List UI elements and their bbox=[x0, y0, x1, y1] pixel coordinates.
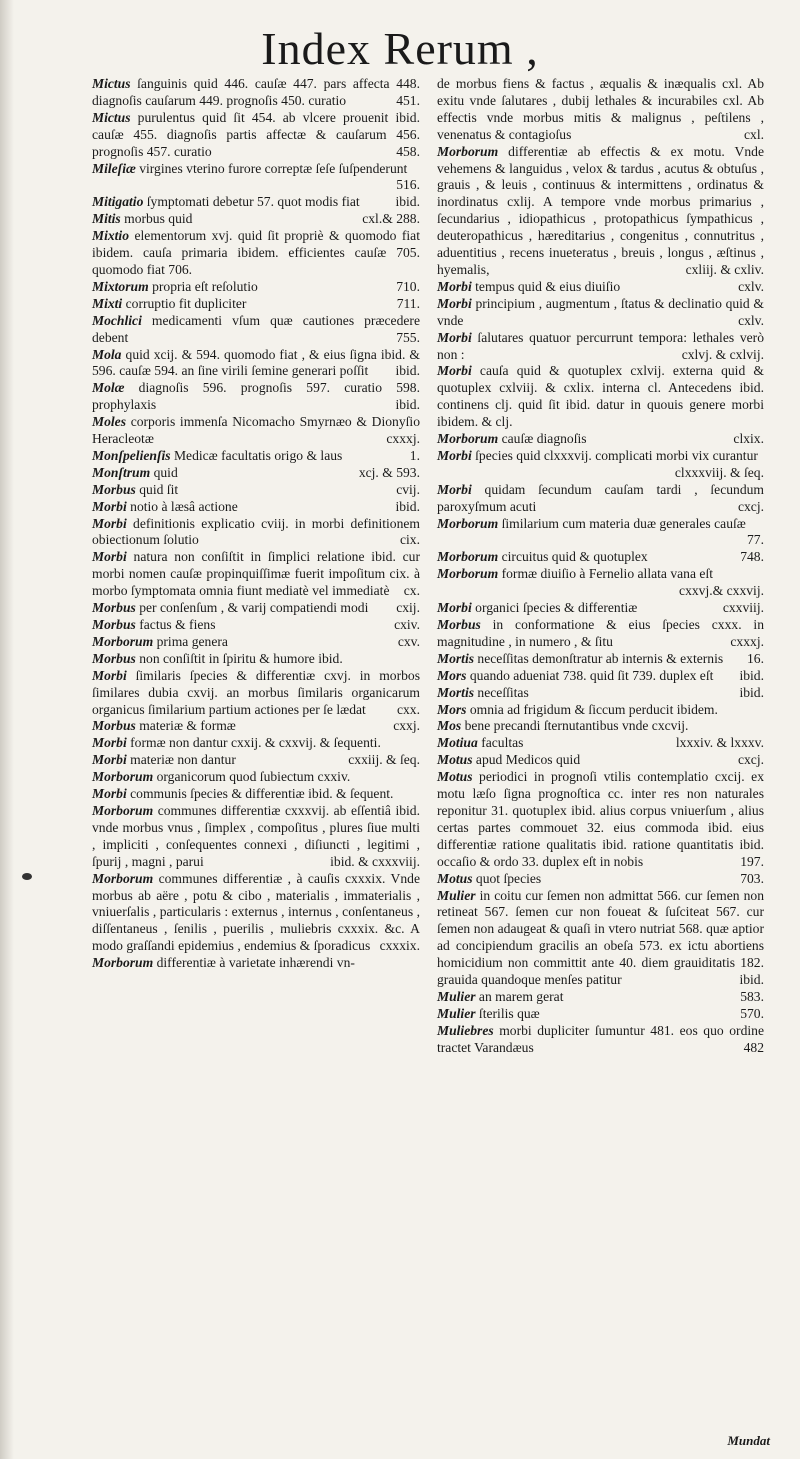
entry-term: Morbi bbox=[437, 447, 472, 463]
entry-term: Morbi bbox=[437, 295, 472, 311]
page-gutter bbox=[0, 0, 14, 1459]
entry-pages: cxl.& 288. bbox=[362, 211, 420, 227]
entry-term: Morbus bbox=[92, 481, 136, 497]
entry-pages: ibid. bbox=[395, 498, 420, 514]
entry-term: Muliebres bbox=[437, 1022, 494, 1038]
entry-term: Monſpelienſis bbox=[92, 447, 171, 463]
index-entry bbox=[92, 499, 420, 516]
index-entry bbox=[92, 465, 420, 482]
index-entry bbox=[92, 786, 420, 803]
entry-pages: 748. bbox=[740, 549, 764, 565]
entry-pages: 710. bbox=[396, 278, 420, 294]
entry-text: ſanguinis quid 446. cauſæ 447. pars affecta 448. diagnoſis cauſarum 449. prognoſis 450. curatio bbox=[92, 76, 420, 108]
entry-text: medicamenti vſum quæ cautiones præcedere debent bbox=[92, 312, 420, 345]
entry-term: Morbus bbox=[92, 650, 136, 666]
entry-pages: cxliij. & cxliv. bbox=[685, 261, 764, 277]
entry-pages: 703. bbox=[740, 870, 764, 886]
entry-pages: 1. bbox=[409, 447, 420, 463]
entry-pages: 197. bbox=[740, 853, 764, 869]
index-entry bbox=[437, 769, 764, 870]
entry-text: ſimilaris ſpecies & differentiæ cxvj. in morbos ſimilares dubia cxvij. an morbus ſimilaris organicarum organicus ſimilarium partium actiones per ſe lædat bbox=[92, 667, 420, 717]
entry-text: cauſæ diagnoſis bbox=[498, 431, 587, 447]
entry-term: Motiua bbox=[437, 735, 478, 751]
index-entry bbox=[437, 431, 764, 448]
entry-pages: cxxxj. bbox=[730, 633, 764, 649]
left-column bbox=[92, 76, 420, 972]
entry-term: Mitis bbox=[92, 211, 121, 227]
entry-pages: ibid. bbox=[739, 972, 764, 988]
entry-pages: clxix. bbox=[733, 431, 764, 447]
index-entry bbox=[92, 769, 420, 786]
entry-pages: cix. bbox=[399, 532, 420, 548]
catchword: Mundat bbox=[727, 1433, 770, 1448]
entry-term: Morborum bbox=[437, 549, 499, 565]
entry-text: neceſſitas bbox=[474, 684, 529, 700]
entry-pages: 458. bbox=[396, 143, 420, 159]
entry-term: Morbus bbox=[437, 617, 481, 632]
entry-term: Morbi bbox=[92, 549, 127, 565]
index-entry bbox=[437, 871, 764, 888]
entry-term: Morborum bbox=[437, 143, 499, 159]
entry-term: Morbus bbox=[92, 718, 136, 734]
entry-text: omnia ad frigidum & ſiccum perducit ibidem. bbox=[466, 701, 718, 717]
page-title: Index Rerum , bbox=[261, 23, 539, 74]
entry-text: corporis immenſa Nicomacho Smyrnæo & Dionyſio Heracleotæ bbox=[92, 414, 420, 447]
entry-term: Mortis bbox=[437, 684, 475, 700]
entry-text: ſymptomati debetur 57. quot modis fiat bbox=[143, 194, 360, 210]
entry-text: quot ſpecies bbox=[472, 870, 542, 886]
entry-term: Morbi bbox=[92, 786, 127, 802]
index-entry bbox=[92, 313, 420, 347]
entry-text: ſimilarium cum materia duæ generales cauſæ bbox=[498, 515, 746, 531]
entry-text: Medicæ facultatis origo & laus bbox=[170, 447, 343, 463]
index-entry bbox=[92, 668, 420, 719]
entry-text: differentiæ ab effectis & ex motu. Vnde vehemens & languidus , velox & tardus , acutus & obtuſus , grauis , & leuis , continuus & intermittens , ordinatus & inordinatus cxlij. A tempore vnde morbus primarius , ſecundarius , idiopathicus , protopathicus ſympathicus , deuteropathicus , hæreditarius , congenitus , connutritus , aduentitius , recens inueteratus , breuis , longus , æſtinus , hyemalis, bbox=[437, 143, 764, 277]
entry-pages: 755. bbox=[396, 329, 420, 345]
entry-term: Morborum bbox=[92, 633, 154, 649]
index-entry bbox=[92, 296, 420, 313]
index-entry bbox=[92, 871, 420, 956]
index-entry bbox=[437, 735, 764, 752]
index-entry bbox=[437, 448, 764, 482]
entry-term: Morbi bbox=[437, 329, 472, 345]
entry-pages: cxxxix. bbox=[379, 938, 420, 954]
index-entry bbox=[92, 752, 420, 769]
index-entry bbox=[92, 110, 420, 161]
index-entry bbox=[92, 161, 420, 195]
entry-pages: 482 bbox=[743, 1039, 764, 1055]
entry-text: elementorum xvj. quid ſit propriè & quomodo fiat ibidem. cauſa primaria ibidem. efficientes cauſæ 705. quomodo fiat 706. bbox=[92, 228, 420, 277]
index-entry bbox=[92, 211, 420, 228]
entry-text: quidam ſecundum cauſam tardi , ſecundum paroxyſmum acuti bbox=[437, 481, 764, 514]
index-entry bbox=[437, 600, 764, 617]
entry-text: morbi dupliciter ſumuntur 481. eos quo ordine tractet Varandæus bbox=[437, 1022, 764, 1055]
index-entry bbox=[92, 347, 420, 381]
entry-text: an marem gerat bbox=[475, 988, 564, 1004]
index-entry bbox=[92, 803, 420, 871]
entry-text: propria eſt reſolutio bbox=[148, 278, 258, 294]
entry-pages: cxv. bbox=[397, 633, 420, 649]
entry-pages: cxxvj.& cxxvij. bbox=[679, 583, 764, 599]
entry-term: Morbi bbox=[92, 667, 127, 683]
entry-term: Monſtrum bbox=[92, 464, 151, 480]
index-entry bbox=[437, 888, 764, 989]
entry-term: Morbi bbox=[437, 481, 472, 497]
entry-pages: cxx. bbox=[396, 701, 420, 717]
entry-text: materiæ non dantur bbox=[126, 752, 236, 768]
index-entry bbox=[92, 516, 420, 550]
entry-pages: ibid. & cxxxviij. bbox=[330, 853, 420, 869]
index-entry bbox=[92, 617, 420, 634]
index-entry bbox=[92, 549, 420, 600]
index-entry bbox=[92, 482, 420, 499]
entry-term: Morbi bbox=[437, 278, 472, 294]
entry-term: Morborum bbox=[437, 431, 499, 447]
entry-pages: ibid. bbox=[395, 397, 420, 413]
entry-term: Morbus bbox=[92, 600, 136, 616]
entry-text: quid bbox=[150, 464, 178, 480]
entry-term: Morborum bbox=[92, 870, 154, 886]
entry-term: Morbus bbox=[92, 617, 136, 632]
entry-term: Morborum bbox=[92, 955, 154, 971]
entry-text: ſterilis quæ bbox=[475, 1005, 540, 1021]
entry-text: apud Medicos quid bbox=[472, 752, 581, 768]
entry-text: formæ non dantur cxxij. & cxxvij. & ſequenti. bbox=[126, 735, 381, 751]
index-entry bbox=[92, 228, 420, 279]
entry-text: organici ſpecies & differentiæ bbox=[471, 600, 638, 616]
index-entry bbox=[92, 634, 420, 651]
index-entry bbox=[92, 76, 420, 110]
entry-term: Morbi bbox=[92, 515, 127, 531]
index-entry bbox=[437, 279, 764, 296]
entry-text: ſpecies quid clxxxvij. complicati morbi vix curantur bbox=[471, 447, 758, 463]
index-entry bbox=[92, 414, 420, 448]
index-entry bbox=[437, 566, 764, 600]
index-entry bbox=[437, 1006, 764, 1023]
entry-pages: ibid. bbox=[739, 684, 764, 700]
entry-term: Moles bbox=[92, 414, 126, 430]
entry-text: non conſiſtit in ſpiritu & humore ibid. bbox=[135, 650, 343, 666]
entry-pages: cxxiij. & ſeq. bbox=[348, 752, 420, 768]
entry-text: factus & fiens bbox=[135, 617, 216, 632]
index-entry bbox=[92, 380, 420, 414]
entry-text: definitionis explicatio cviij. in morbi definitionem obiectionum ſolutio bbox=[92, 515, 420, 548]
entry-term: Mulier bbox=[437, 988, 476, 1004]
entry-term: Morbi bbox=[92, 752, 127, 768]
entry-text: materiæ & formæ bbox=[135, 718, 236, 734]
index-entry bbox=[437, 668, 764, 685]
entry-text: corruptio fit dupliciter bbox=[122, 295, 247, 311]
entry-pages: 570. bbox=[740, 1005, 764, 1021]
entry-text: communes differentiæ , à cauſis cxxxix. Vnde morbus ab aëre , potu & cibo , materialis , immaterialis , vniuerſalis , particularis : externus , internus , conſentaneus , diſſentaneus , ſenilis , puerilis , muliebris cxxxix. &c. A modo graſſandi epidemius , endemius & ſporadicus bbox=[92, 870, 420, 954]
index-entry bbox=[92, 718, 420, 735]
entry-text: communes differentiæ cxxxvij. ab eſſentiâ ibid. vnde morbus vnus , ſimplex , compoſitus , plures ſiue multi , impliciti , conſequentes connexi , diſiuncti , legitimi , ſpurij , magni , parui bbox=[92, 802, 420, 869]
entry-pages: 583. bbox=[740, 988, 764, 1004]
entry-text: formæ diuiſio à Fernelio allata vana eſt bbox=[498, 566, 713, 582]
entry-term: Mors bbox=[437, 667, 467, 683]
entry-pages: lxxxiv. & lxxxv. bbox=[675, 735, 764, 751]
entry-text: in conformatione & eius ſpecies cxxx. in magnitudine , in numero , & ſitu bbox=[437, 617, 764, 649]
entry-term: Motus bbox=[437, 752, 473, 768]
entry-text: natura non conſiſtit in ſimplici relatione ibid. cur morbi nomen cauſæ propinquiſſimæ fuerit impoſitum cix. à morbo ſymptomata omnia fiunt mediatè vel immediatè bbox=[92, 549, 420, 599]
entry-pages: cxxviij. bbox=[722, 600, 764, 616]
index-entry bbox=[437, 685, 764, 702]
entry-term: Morborum bbox=[92, 802, 154, 818]
entry-term: Morborum bbox=[437, 515, 499, 531]
entry-pages: clxxxviij. & ſeq. bbox=[674, 464, 764, 480]
entry-pages: cvij. bbox=[396, 481, 420, 497]
entry-term: Motus bbox=[437, 870, 473, 886]
entry-pages: cxcj. bbox=[737, 498, 764, 514]
entry-term: Mola bbox=[92, 346, 122, 362]
entry-term: Mors bbox=[437, 701, 467, 717]
entry-pages: 77. bbox=[747, 532, 764, 548]
entry-term: Mitigatio bbox=[92, 194, 144, 210]
entry-text: quid ſit bbox=[135, 481, 179, 497]
entry-pages: xcj. & 593. bbox=[358, 464, 420, 480]
entry-text: tempus quid & eius diuiſio bbox=[471, 278, 621, 294]
entry-pages: cxl. bbox=[743, 126, 764, 142]
entry-term: Morborum bbox=[92, 769, 154, 785]
entry-pages: cxcj. bbox=[737, 752, 764, 768]
entry-term: Mileſiæ bbox=[92, 160, 136, 176]
entry-term: Mixtio bbox=[92, 228, 130, 244]
right-column bbox=[437, 76, 764, 1057]
entry-text: periodici in prognoſi vtilis contemplatio cxcij. ex motu læſo ſigna prognoſtica cc. inter res non naturales reponitur 31. quotuplex ibid. alius corpus vniuerſum , alius certas partes commouet 32. eius commoda ibid. eius differentiæ ratione qualitatis ibid. ratione quantitatis ibid. occaſio & ordo 33. duplex eſt in nobis bbox=[437, 769, 764, 869]
entry-text: organicorum quod ſubiectum cxxiv. bbox=[153, 769, 351, 785]
index-entry bbox=[92, 600, 420, 617]
index-entry bbox=[437, 718, 764, 735]
entry-pages: cxij. bbox=[396, 600, 420, 616]
entry-term: Mulier bbox=[437, 1005, 476, 1021]
entry-text: de morbus fiens & factus , æqualis & inæqualis cxl. Ab exitu vnde ſalutares , dubij lethales & incurabiles cxl. Ab effectis vnde morbus mitis & malignus , peſtilens , venenatus & contagioſus bbox=[437, 76, 764, 142]
entry-term: Morborum bbox=[437, 566, 499, 582]
entry-term: Mixti bbox=[92, 295, 123, 311]
entry-pages: cxiv. bbox=[394, 617, 420, 632]
entry-term: Mulier bbox=[437, 887, 476, 903]
entry-pages: 711. bbox=[396, 295, 420, 311]
entry-pages: cxlv. bbox=[738, 312, 764, 328]
entry-text: virgines vterino furore correptæ ſeſe ſuſpenderunt bbox=[135, 160, 408, 176]
index-entry bbox=[437, 482, 764, 516]
index-entry bbox=[437, 76, 764, 144]
index-entry bbox=[92, 955, 420, 972]
index-entry bbox=[437, 651, 764, 668]
entry-term: Morbi bbox=[437, 600, 472, 616]
index-entry bbox=[92, 735, 420, 752]
entry-term: Mictus bbox=[92, 109, 131, 125]
index-entry bbox=[92, 194, 420, 211]
entry-text: diagnoſis 596. prognoſis 597. curatio 598. prophylaxis bbox=[92, 380, 420, 413]
index-entry bbox=[437, 1023, 764, 1057]
index-entry bbox=[437, 617, 764, 651]
entry-term: Morbi bbox=[92, 735, 127, 751]
index-entry bbox=[437, 296, 764, 330]
entry-pages: cxlv. bbox=[738, 278, 764, 294]
entry-term: Mochlici bbox=[92, 312, 142, 328]
entry-pages: 16. bbox=[747, 650, 764, 666]
index-entry bbox=[437, 702, 764, 719]
entry-text: quid xcij. & 594. quomodo fiat , & eius ſigna ibid. & 596. cauſæ 594. an ſine virili ſemine generari poſſit bbox=[92, 346, 420, 379]
entry-text: notio à læsâ actione bbox=[126, 498, 238, 514]
entry-text: prima genera bbox=[153, 633, 228, 649]
entry-text: principium , augmentum , ſtatus & declinatio quid & vnde bbox=[437, 295, 764, 328]
entry-pages: cxxj. bbox=[393, 718, 420, 734]
entry-text: in coitu cur ſemen non admittat 566. cur ſemen non retineat 567. ſemen cur non foueat & ſuſciteat 567. cur ſemen non adaugeat & quaſi in vtero nutriat 568. quæ aptior ad concipiendum gracilis an obeſa 573. ex ictu abortiens homicidium non committit ante 40. diem grauiditatis 182. grauida quandoque menſes patitur bbox=[437, 887, 764, 988]
entry-term: Morbi bbox=[437, 363, 472, 379]
entry-text: per conſenſum , & varij compatiendi modi bbox=[135, 600, 369, 616]
index-entry bbox=[437, 144, 764, 279]
index-entry bbox=[437, 330, 764, 364]
entry-text: cauſa quid & quotuplex cxlvij. externa quid & quotuplex cxlviij. & cxlix. interna cl. Antecedens ibid. continens clj. quid ſit ibid. datur in quouis genere morbi ibidem. & clj. bbox=[437, 363, 764, 430]
entry-text: morbus quid bbox=[120, 211, 193, 227]
entry-term: Molæ bbox=[92, 380, 125, 396]
ink-blot bbox=[22, 873, 32, 880]
entry-pages: ibid. bbox=[739, 667, 764, 683]
entry-term: Motus bbox=[437, 769, 473, 785]
entry-pages: cxlvj. & cxlvij. bbox=[681, 346, 764, 362]
entry-term: Morbi bbox=[92, 498, 127, 514]
entry-text: facultas bbox=[477, 735, 524, 751]
entry-term: Mictus bbox=[92, 76, 131, 91]
entry-text: circuitus quid & quotuplex bbox=[498, 549, 648, 565]
entry-text: quando adueniat 738. quid ſit 739. duplex eſt bbox=[466, 667, 714, 683]
entry-term: Mixtorum bbox=[92, 278, 149, 294]
entry-text: communis ſpecies & differentiæ ibid. & ſequent. bbox=[126, 786, 394, 802]
index-entry bbox=[437, 549, 764, 566]
entry-pages: ibid. bbox=[395, 194, 420, 210]
entry-pages: cx. bbox=[403, 583, 420, 599]
index-entry bbox=[437, 516, 764, 550]
index-entry bbox=[92, 448, 420, 465]
entry-text: bene precandi ſternutantibus vnde cxcvij. bbox=[461, 718, 689, 734]
index-entry bbox=[92, 651, 420, 668]
index-entry bbox=[437, 989, 764, 1006]
entry-text: purulentus quid ſit 454. ab vlcere prouenit ibid. cauſæ 455. diagnoſis partis affectæ & cauſarum 456. prognoſis 457. curatio bbox=[92, 109, 420, 159]
index-entry bbox=[437, 752, 764, 769]
entry-text: neceſſitas demonſtratur ab internis & externis bbox=[474, 650, 724, 666]
entry-text: ſalutares quatuor percurrunt tempora: lethales verò non : bbox=[437, 329, 764, 362]
entry-term: Mortis bbox=[437, 650, 475, 666]
entry-pages: ibid. bbox=[395, 363, 420, 379]
entry-text: differentiæ à varietate inhærendi vn- bbox=[153, 955, 355, 971]
entry-term: Mos bbox=[437, 718, 462, 734]
entry-pages: 451. bbox=[396, 92, 420, 108]
entry-pages: 516. bbox=[396, 177, 420, 193]
entry-pages: cxxxj. bbox=[386, 431, 420, 447]
index-entry bbox=[92, 279, 420, 296]
index-entry bbox=[437, 363, 764, 431]
